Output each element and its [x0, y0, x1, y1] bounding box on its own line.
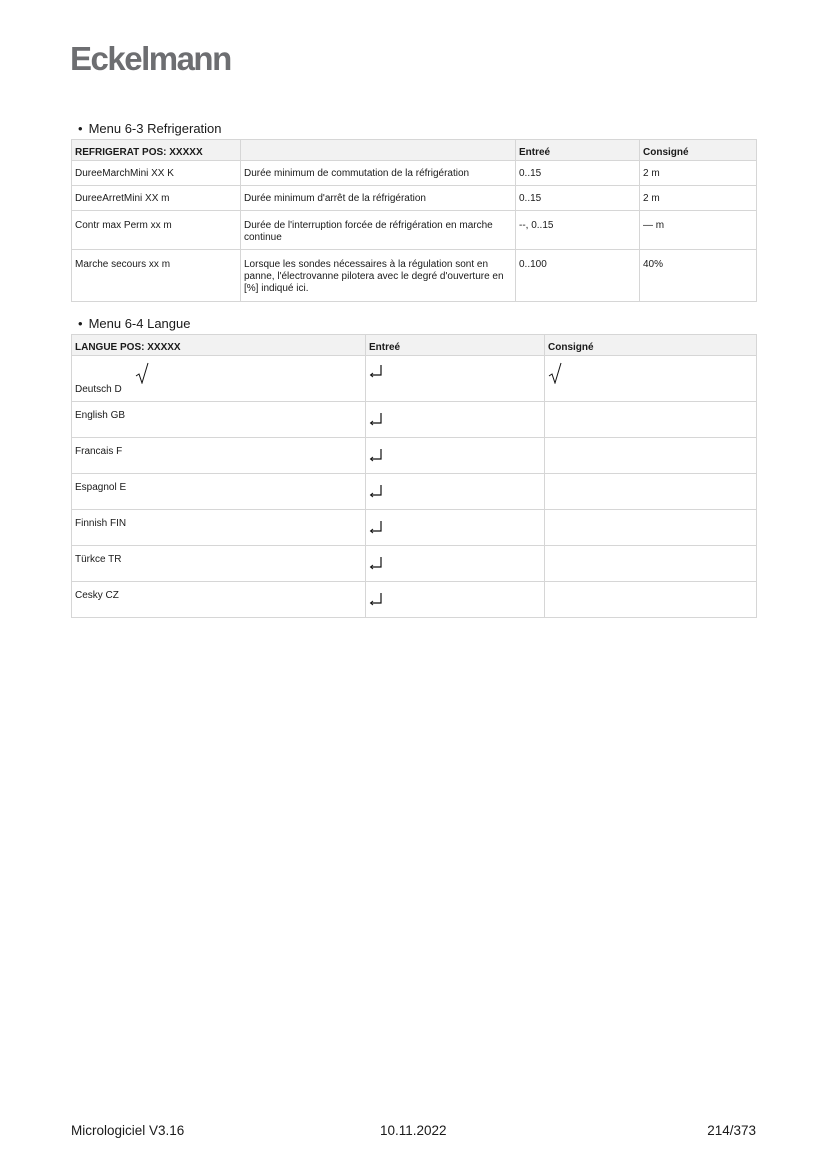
consigne-cell: [545, 474, 757, 510]
language-label: Francais F: [72, 438, 366, 474]
section-title-text: Menu 6-3 Refrigeration: [88, 121, 222, 136]
consigne-cell: [545, 356, 757, 402]
refrigeration-table: [71, 139, 757, 302]
param-consigne: 2 m: [640, 161, 757, 186]
table-row: [72, 211, 757, 250]
param-entree: 0..15: [516, 161, 640, 186]
consigne-cell: [545, 510, 757, 546]
enter-icon[interactable]: [369, 556, 383, 570]
header-cell: [241, 140, 516, 161]
table-row: [72, 356, 757, 402]
consigne-cell: [545, 438, 757, 474]
entree-cell: [366, 546, 545, 582]
header-cell: Consigné: [640, 140, 757, 161]
language-label-cell: [72, 356, 366, 402]
table-row: [72, 438, 757, 474]
brand-logo: Eckelmann: [70, 40, 231, 77]
header-cell: Entreé: [516, 140, 640, 161]
entree-cell: [366, 402, 545, 438]
checkmark-icon: [135, 362, 149, 384]
param-consigne: 40%: [640, 250, 757, 302]
table-row: [72, 474, 757, 510]
header-cell: Consigné: [545, 335, 757, 356]
section-title-refrigeration: [78, 121, 222, 136]
checkmark-icon: [548, 362, 562, 384]
language-label: Cesky CZ: [72, 582, 366, 618]
language-label: Türkce TR: [72, 546, 366, 582]
enter-icon[interactable]: [369, 364, 383, 378]
section-title-langue: [78, 316, 190, 331]
table-row: [72, 402, 757, 438]
param-desc: Durée minimum d'arrêt de la réfrigération: [241, 186, 516, 211]
consigne-cell: [545, 582, 757, 618]
param-name: DureeMarchMini XX K: [72, 161, 241, 186]
table-header-row: [72, 140, 757, 161]
param-consigne: 2 m: [640, 186, 757, 211]
param-desc: Lorsque les sondes nécessaires à la régulation sont en panne, l'électrovanne pilotera avec le degré d'ouverture en [%] indiqué ici.: [241, 250, 516, 302]
param-entree: 0..15: [516, 186, 640, 211]
langue-table: [71, 334, 757, 618]
param-entree: --, 0..15: [516, 211, 640, 250]
entree-cell: [366, 438, 545, 474]
header-cell: REFRIGERAT POS: XXXXX: [72, 140, 241, 161]
footer-firmware: Micrologiciel V3.16: [71, 1123, 185, 1138]
param-desc: Durée minimum de commutation de la réfrigération: [241, 161, 516, 186]
entree-cell: [366, 510, 545, 546]
table-header-row: [72, 335, 757, 356]
entree-cell: [366, 474, 545, 510]
table-row: [72, 250, 757, 302]
consigne-cell: [545, 402, 757, 438]
language-label: Deutsch D: [75, 384, 122, 395]
param-consigne: — m: [640, 211, 757, 250]
enter-icon[interactable]: [369, 412, 383, 426]
footer-page-number: 214/373: [707, 1123, 756, 1138]
enter-icon[interactable]: [369, 520, 383, 534]
table-row: [72, 161, 757, 186]
section-title-text: Menu 6-4 Langue: [88, 316, 191, 331]
bullet: •: [78, 121, 83, 136]
table-row: [72, 186, 757, 211]
enter-icon[interactable]: [369, 484, 383, 498]
param-name: Contr max Perm xx m: [72, 211, 241, 250]
header-cell: Entreé: [366, 335, 545, 356]
consigne-cell: [545, 546, 757, 582]
param-desc: Durée de l'interruption forcée de réfrigération en marche continue: [241, 211, 516, 250]
param-entree: 0..100: [516, 250, 640, 302]
param-name: DureeArretMini XX m: [72, 186, 241, 211]
entree-cell: [366, 356, 545, 402]
header-cell: LANGUE POS: XXXXX: [72, 335, 366, 356]
language-label: Finnish FIN: [72, 510, 366, 546]
footer-date: 10.11.2022: [380, 1123, 447, 1138]
enter-icon[interactable]: [369, 592, 383, 606]
language-label: Espagnol E: [72, 474, 366, 510]
table-row: [72, 582, 757, 618]
language-label: English GB: [72, 402, 366, 438]
table-row: [72, 546, 757, 582]
enter-icon[interactable]: [369, 448, 383, 462]
entree-cell: [366, 582, 545, 618]
table-row: [72, 510, 757, 546]
param-name: Marche secours xx m: [72, 250, 241, 302]
bullet: •: [78, 316, 83, 331]
